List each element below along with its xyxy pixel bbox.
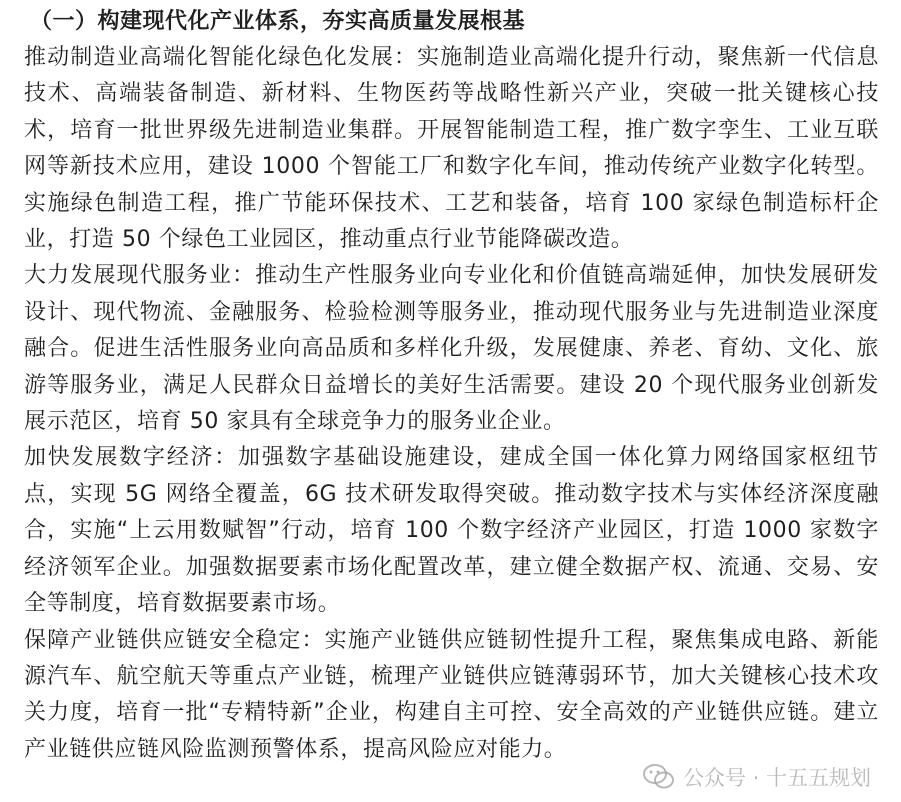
watermark-text: 公众号 · 十五五规划 — [682, 766, 871, 790]
paragraph-digital-economy: 加快发展数字经济：加强数字基础设施建设，建成全国一体化算力网络国家枢纽节点，实现 5G 网络全覆盖，6G 技术研发取得突破。推动数字技术与实体经济深度融合，实施“上云用数赋智”行动，培育 100 个数字经济产业园区，打造 1000 家数字经济领军企业。加强数据要素市场化配置改革，建立健全数据产权、流通、交易、安全等制度，培育数据要素市场。 — [24, 445, 879, 617]
paragraph-manufacturing: 推动制造业高端化智能化绿色化发展：实施制造业高端化提升行动，聚焦新一代信息技术、高端装备制造、新材料、生物医药等战略性新兴产业，突破一批关键核心技术，培育一批世界级先进制造业集群。开展智能制造工程，推广数字孪生、工业互联网等新技术应用，建设 1000 个智能工厂和数字化车间，推动传统产业数字化转型。实施绿色制造工程，推广节能环保技术、工艺和装备，培育 100 家绿色制造标杆企业，打造 50 个绿色工业园区，推动重点行业节能降碳改造。 — [24, 45, 879, 253]
document-body — [24, 4, 879, 768]
paragraph-services: 大力发展现代服务业：推动生产性服务业向专业化和价值链高端延伸，加快发展研发设计、现代物流、金融服务、检验检测等服务业，推动现代服务业与先进制造业深度融合。促进生活性服务业向高品质和多样化升级，发展健康、养老、育幼、文化、旅游等服务业，满足人民群众日益增长的美好生活需要。建设 20 个现代服务业创新发展示范区，培育 50 家具有全球竞争力的服务业企业。 — [24, 263, 879, 435]
paragraph-supply-chain: 保障产业链供应链安全稳定：实施产业链供应链韧性提升工程，聚焦集成电路、新能源汽车、航空航天等重点产业链，梳理产业链供应链薄弱环节，加大关键核心技术攻关力度，培育一批“专精特新”企业，构建自主可控、安全高效的产业链供应链。建立产业链供应链风险监测预警体系，提高风险应对能力。 — [24, 627, 879, 762]
section-heading: （一）构建现代化产业体系，夯实高质量发展根基 — [30, 9, 526, 34]
